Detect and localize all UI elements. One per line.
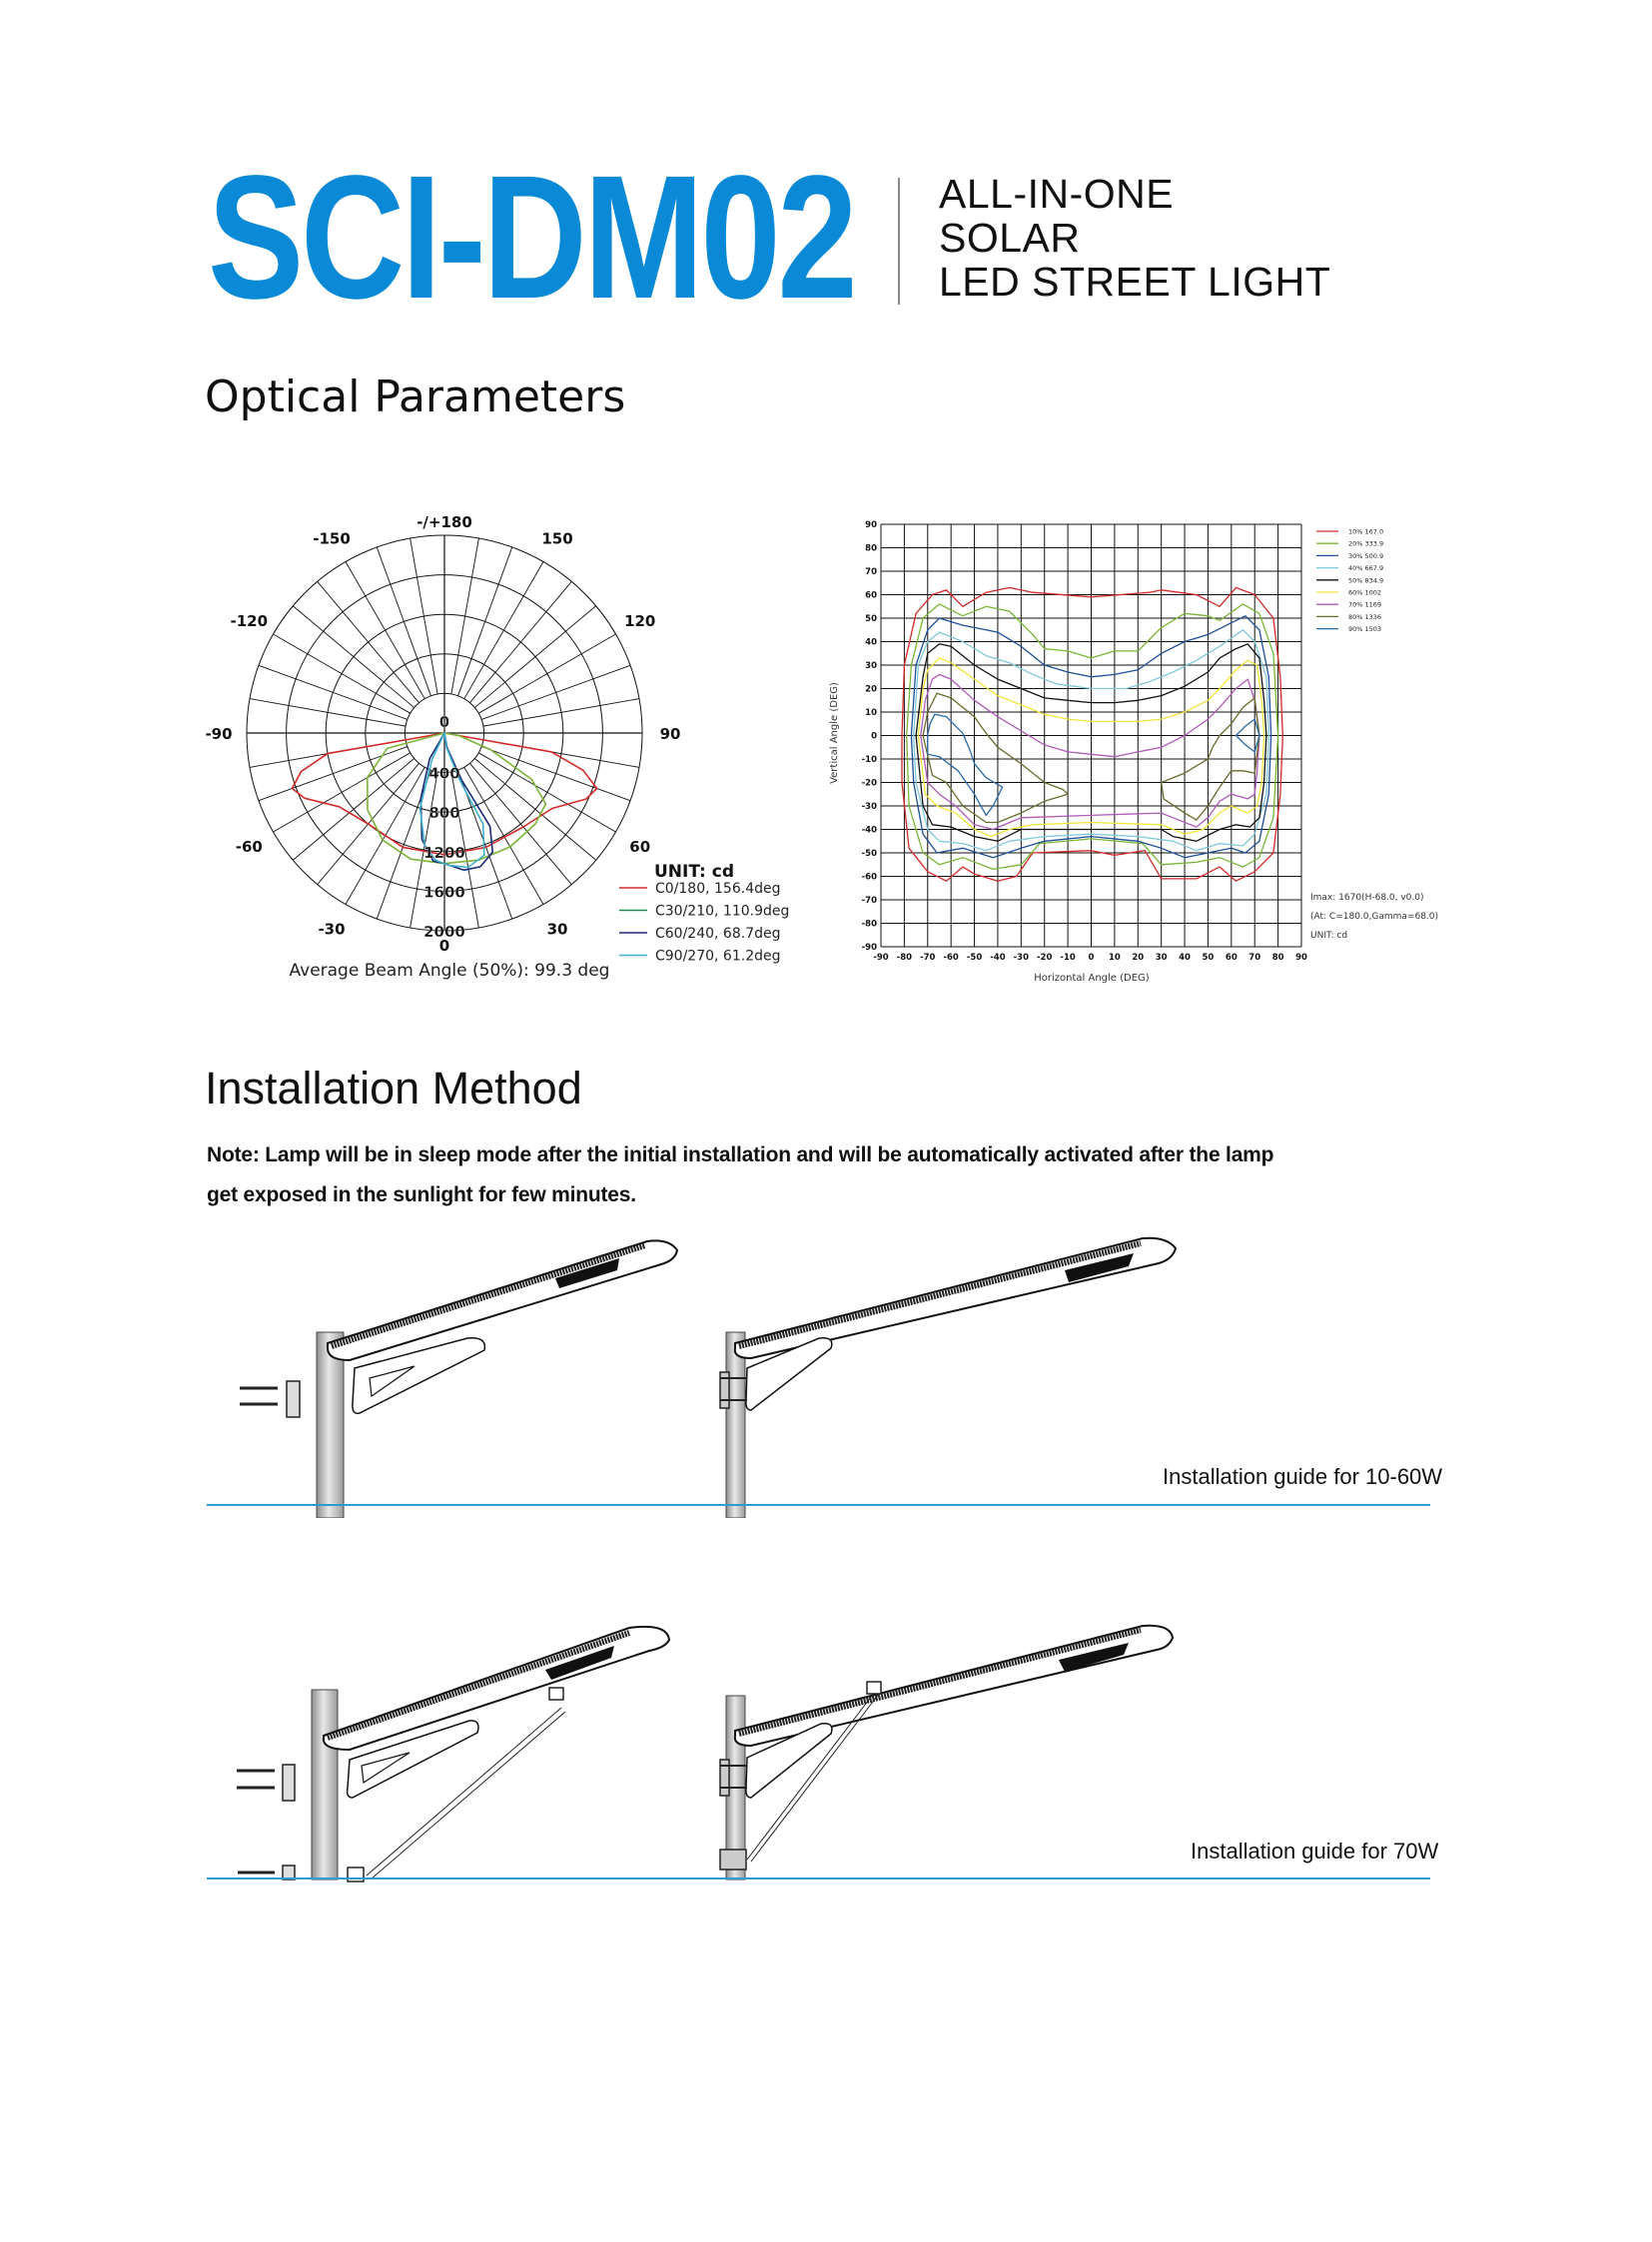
contour-xtick-label: -40 [990,953,1006,963]
contour-xtick-label: -20 [1037,953,1053,963]
polar-radial-label: 0 [438,713,450,731]
polar-spoke [478,634,615,713]
contour-xtick-label: -60 [943,953,959,963]
polar-radial-label: 400 [428,764,460,783]
polar-radial-label: 1200 [423,843,465,862]
polar-angle-label: 60 [629,838,651,856]
polar-spoke [274,753,411,832]
polar-spoke [293,606,413,708]
polar-spoke [259,747,408,801]
polar-spoke [469,581,571,702]
polar-spoke [346,562,424,699]
guide-caption-70w: Installation guide for 70W [1191,1839,1439,1864]
polar-angle-label: 120 [624,612,656,630]
polar-legend-label: C30/210, 110.9deg [655,903,790,920]
contour-xtick-label: 20 [1132,953,1145,963]
contour-line-80pct [923,693,1068,822]
polar-spoke [274,634,411,713]
polar-luminous-chart [180,489,819,1009]
polar-spoke [318,581,419,702]
contour-ytick-label: -80 [861,919,877,930]
polar-spoke [474,758,595,860]
contour-ytick-label: -30 [861,802,877,812]
contour-ytick-label: -60 [861,872,877,883]
assembled-assembly [720,1626,1173,1879]
polar-spoke [483,699,639,727]
polar-angle-label: -150 [313,529,351,548]
contour-lines-group [902,587,1282,881]
contour-xtick-label: 50 [1202,953,1215,963]
contour-xtick-label: 80 [1271,953,1284,963]
subtitle-line-1: ALL-IN-ONE [939,171,1175,217]
polar-angle-label: 90 [659,725,681,743]
polar-spoke [293,758,413,860]
lamp-head [735,1626,1173,1746]
contour-legend-label: 20% 333.9 [1348,539,1384,548]
pole [726,1332,745,1518]
polar-angle-label: 0 [438,937,450,955]
contour-ytick-label: 0 [871,731,877,742]
polar-spoke [451,538,479,694]
installation-note-line-2: get exposed in the sunlight for few minutes. [207,1183,636,1206]
contour-ytick-label: -10 [861,755,877,765]
assembled-assembly [720,1238,1176,1518]
polar-spoke [474,606,595,708]
lamp-head [735,1238,1176,1358]
lamp-head [324,1627,669,1750]
ground-line-1 [207,1504,1430,1506]
isolux-contour-chart [819,504,1468,1004]
product-model-logo: SCI-DM02 [208,140,855,336]
contour-ytick-label: -20 [861,778,877,789]
guide-caption-10-60w: Installation guide for 10-60W [1163,1464,1443,1489]
contour-annotation: (At: C=180.0,Gamma=68.0) [1310,912,1439,922]
contour-xtick-label: -50 [966,953,983,963]
polar-spoke [458,547,512,696]
contour-ylabel: Vertical Angle (DEG) [829,682,840,784]
polar-spoke [259,665,408,719]
contour-legend-label: 90% 1503 [1348,625,1382,634]
contour-annotations [1310,893,1438,941]
polar-angle-label: 30 [546,920,568,939]
polar-spoke [250,699,406,727]
contour-xtick-label: 10 [1108,953,1121,963]
polar-spoke [377,547,430,696]
contour-ytick-label: 50 [865,614,877,624]
polar-radial-label: 2000 [423,923,465,941]
contour-xtick-label: -80 [896,953,913,963]
exploded-assembly [240,1240,677,1518]
polar-spoke [469,763,571,884]
contour-legend-label: 30% 500.9 [1348,551,1384,560]
contour-xtick-label: -10 [1060,953,1076,963]
contour-ticks [862,520,1307,963]
contour-legend-label: 70% 1169 [1348,600,1382,609]
contour-xtick-label: -30 [1013,953,1030,963]
polar-angle-label: -60 [235,838,263,856]
polar-radial-label: 800 [428,804,460,823]
contour-ytick-label: -90 [861,943,877,953]
ground-line-2 [207,1877,1430,1879]
contour-xtick-label: 60 [1225,953,1238,963]
clamp-bolts [240,1381,300,1417]
polar-legend [619,862,789,965]
subtitle-line-2: SOLAR [939,215,1081,261]
contour-legend-label: 60% 1002 [1348,588,1382,597]
contour-ytick-label: 40 [865,637,877,648]
polar-angle-label: 150 [541,529,573,548]
contour-ytick-label: -70 [861,896,877,906]
contour-line-90pct [928,714,1003,815]
lamp-head [328,1240,677,1360]
contour-xtick-label: -70 [920,953,936,963]
contour-annotation: UNIT: cd [1310,931,1348,941]
contour-legend-label: 80% 1336 [1348,612,1382,621]
contour-xlabel: Horizontal Angle (DEG) [1034,973,1150,984]
polar-footer-beam-angle: Average Beam Angle (50%): 99.3 deg [289,961,610,981]
contour-xtick-label: 30 [1155,953,1168,963]
contour-annotation: Imax: 1670(H-68.0, v0.0) [1310,893,1424,903]
polar-angle-label: -30 [318,920,346,939]
contour-legend-label: 10% 167.0 [1348,527,1384,536]
polar-spoke [464,767,543,904]
contour-xtick-label: 40 [1179,953,1191,963]
polar-angle-label: -/+180 [416,513,472,531]
contour-xtick-label: 90 [1295,953,1307,963]
clamp-bolts [237,1765,295,1879]
polar-angle-label: -90 [205,725,233,743]
contour-ytick-label: 80 [865,543,877,554]
polar-spoke [481,665,630,719]
contour-grid [881,524,1301,947]
polar-legend-label: C60/240, 68.7deg [655,926,781,942]
installation-method-heading: Installation Method [205,1063,582,1114]
contour-ytick-label: 90 [865,520,877,530]
contour-xtick-label: 0 [1088,953,1095,963]
contour-legend [1316,528,1383,634]
installation-note-line-1: Note: Lamp will be in sleep mode after the initial installation and will be automatically activated after the lamp [207,1143,1274,1166]
product-subtitle [939,172,1330,304]
header-divider [898,178,900,305]
exploded-assembly [237,1627,669,1881]
contour-legend-label: 50% 834.9 [1348,576,1384,585]
contour-ytick-label: -40 [861,825,877,836]
polar-spoke [464,562,543,699]
contour-ytick-label: 70 [865,567,877,577]
optical-parameters-heading: Optical Parameters [205,372,626,422]
contour-ytick-label: 60 [865,590,877,601]
polar-spoke [411,538,438,694]
contour-legend-label: 40% 667.9 [1348,564,1384,573]
subtitle-line-3: LED STREET LIGHT [939,259,1331,305]
pole [312,1690,338,1879]
polar-angle-label: -120 [230,612,269,630]
contour-ytick-label: -50 [861,849,877,859]
contour-ytick-label: 10 [865,708,877,718]
polar-legend-label: C90/270, 61.2deg [655,948,781,965]
polar-unit-label: UNIT: cd [654,862,734,882]
polar-spoke [478,753,615,832]
contour-xtick-label: -90 [873,953,889,963]
contour-ytick-label: 20 [865,684,877,695]
contour-ytick-label: 30 [865,661,877,671]
contour-xtick-label: 70 [1248,953,1261,963]
polar-radial-label: 1600 [423,883,465,902]
polar-legend-label: C0/180, 156.4deg [655,881,781,897]
